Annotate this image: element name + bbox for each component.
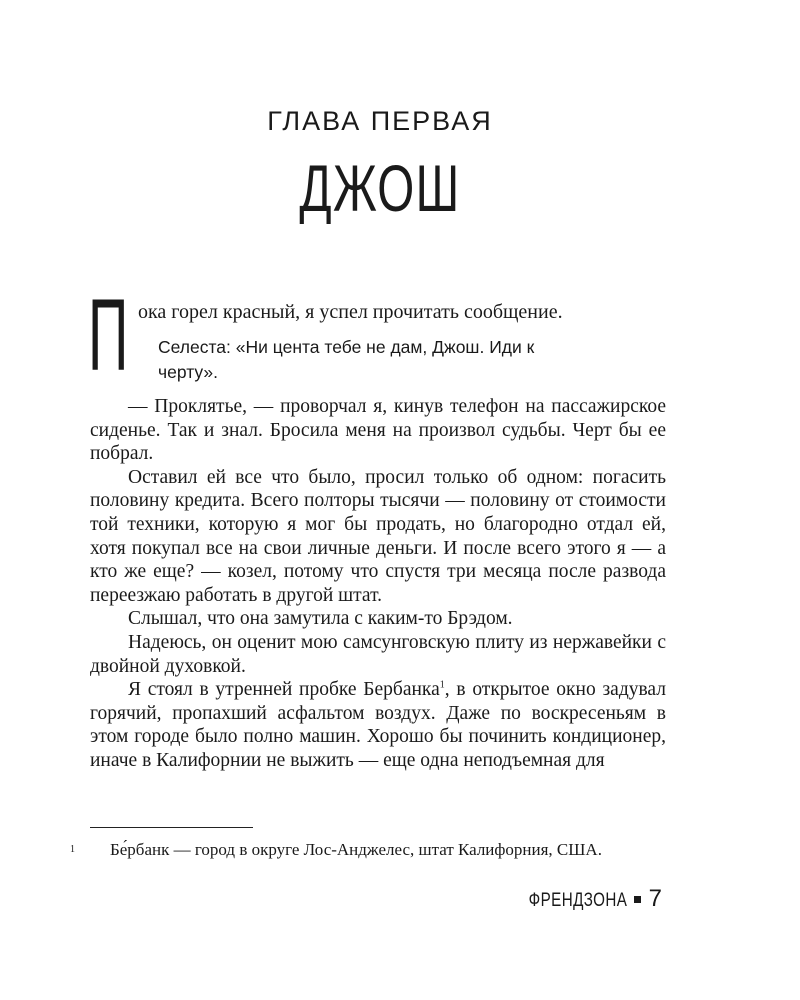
drop-cap: П <box>88 278 129 392</box>
paragraph: Слышал, что она замутила с каким-то Брэдом. <box>128 608 513 630</box>
paragraph: — Проклятье, — проворчал я, кинув телефон на пассажирское сиденье. Так и знал. Бросила меня на произвол судьбы. Черт бы ее побрал. <box>90 396 666 465</box>
chapter-label: ГЛАВА ПЕРВАЯ <box>267 106 493 136</box>
chapter-title: ДЖОШ <box>299 151 461 225</box>
paragraph-text: , в открытое окно задувал горячий, пропахший асфальтом воздух. Даже по воскресеньям в этом городе было полно машин. Хорошо бы починить кондиционер, иначе в Калифорнии не выжить — еще одна неподъемная для <box>90 679 666 771</box>
footnote-divider <box>90 827 253 828</box>
text-message: Селеста: «Ни цента тебе не дам, Джош. Иди к черту». <box>158 337 535 382</box>
footer-book-title: ФРЕНДЗОНА <box>528 890 628 911</box>
footer-square-icon <box>634 896 641 903</box>
page-number: 7 <box>648 885 662 912</box>
footnote: 1 Бе́рбанк — город в округе Лос-Анджелес, штат Калифорния, США. <box>70 840 602 859</box>
footnote-reference[interactable]: 1 <box>439 679 445 691</box>
body-text <box>90 395 666 773</box>
paragraph: Оставил ей все что было, просил только об одном: погасить половину кредита. Всего полторы тысячи — половину от стоимости той техники, которую я мог бы продать, но благородно отдал ей, хотя покупал все на свои личные деньги. И после всего этого я — а кто же еще? — козел, потому что спустя три месяца после развода переезжаю работать в другой штат. <box>90 466 666 606</box>
footnote-text: Бе́рбанк — город в округе Лос-Анджелес, штат Калифорния, США. <box>110 840 602 859</box>
paragraph-with-footnote <box>90 678 666 772</box>
opening-line: ока горел красный, я успел прочитать сообщение. <box>138 301 563 323</box>
paragraph: Надеюсь, он оценит мою самсунговскую плиту из нержавейки с двойной духовкой. <box>90 631 666 677</box>
running-footer <box>0 885 662 913</box>
paragraph-text: Я стоял в утренней пробке Бербанка <box>128 679 440 701</box>
